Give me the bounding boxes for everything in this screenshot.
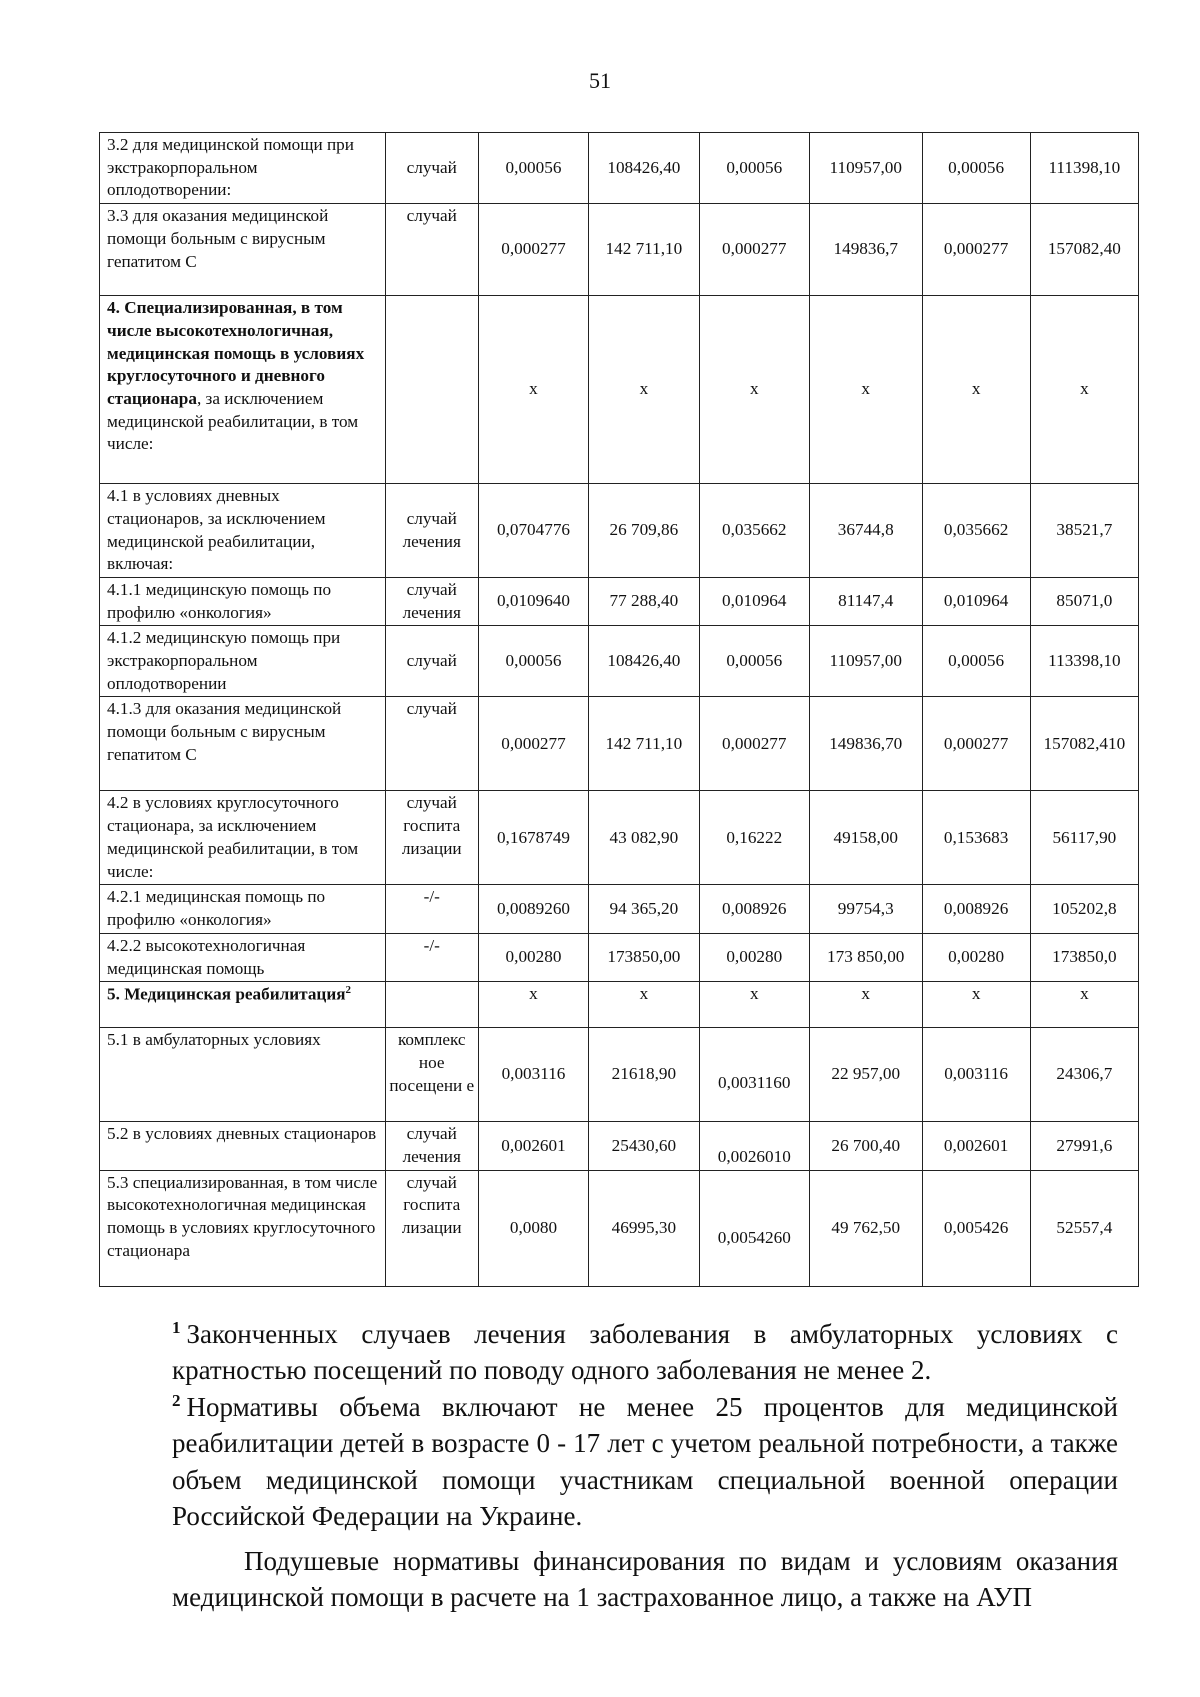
table-row (100, 697, 1139, 791)
cell-value: 157082,40 (1030, 204, 1138, 296)
table-row (100, 296, 1139, 484)
cell-value: 0,000277 (478, 697, 588, 791)
cell-value: 94 365,20 (589, 885, 699, 933)
footnote-mark: 1 (172, 1318, 181, 1337)
row-unit (385, 296, 478, 484)
row-name: 4.2.2 высокотехнологичная медицинская помощь (100, 933, 386, 981)
cell-value: 173850,0 (1030, 933, 1138, 981)
cell-value: 0,0109640 (478, 577, 588, 625)
row-name: 4.1.2 медицинскую помощь при экстракорпоральном оплодотворении (100, 626, 386, 697)
cell-value: 0,008926 (699, 885, 809, 933)
cell-value: 46995,30 (589, 1170, 699, 1286)
row-unit (385, 982, 478, 1028)
row-unit: -/- (385, 885, 478, 933)
row-name: 3.2 для медицинской помощи при экстракорпоральном оплодотворении: (100, 133, 386, 204)
cell-value: х (922, 982, 1030, 1028)
cell-value: 149836,7 (809, 204, 922, 296)
row-name-bold: 5. Медицинская реабилитация (107, 984, 346, 1004)
cell-value: х (478, 296, 588, 484)
row-name-tail: , за исключением медицинской реабилитации, в том числе: (107, 388, 359, 454)
table-row (100, 577, 1139, 625)
cell-value: 0,00056 (699, 133, 809, 204)
cell-value: 22 957,00 (809, 1028, 922, 1122)
table-row (100, 626, 1139, 697)
cell-value: 26 709,86 (589, 484, 699, 578)
cell-value: 99754,3 (809, 885, 922, 933)
cell-value: 142 711,10 (589, 204, 699, 296)
cell-value: 157082,410 (1030, 697, 1138, 791)
cell-value: 0,00280 (922, 933, 1030, 981)
cell-value: 24306,7 (1030, 1028, 1138, 1122)
body-paragraph: Подушевые нормативы финансирования по видам и условиям оказания медицинской помощи в расчете на 1 застрахованное лицо, а также на АУП (172, 1545, 1118, 1613)
cell-value: 0,002601 (922, 1122, 1030, 1170)
table-row (100, 1122, 1139, 1170)
cell-value: 173850,00 (589, 933, 699, 981)
row-name: 4.1.3 для оказания медицинской помощи больным с вирусным гепатитом С (100, 697, 386, 791)
cell-value: х (699, 296, 809, 484)
cell-value: 173 850,00 (809, 933, 922, 981)
cell-value: 0,035662 (699, 484, 809, 578)
cell-value: 49158,00 (809, 791, 922, 885)
cell-value: 43 082,90 (589, 791, 699, 885)
table-row (100, 1170, 1139, 1286)
footnote-ref: 2 (345, 984, 352, 997)
cell-value: х (478, 982, 588, 1028)
cell-value: 105202,8 (1030, 885, 1138, 933)
cell-value: х (1030, 982, 1138, 1028)
cell-value: 108426,40 (589, 626, 699, 697)
cell-value: х (1030, 296, 1138, 484)
row-unit: случай (385, 697, 478, 791)
row-unit: случай (385, 133, 478, 204)
cell-value: х (699, 982, 809, 1028)
row-unit: случай (385, 204, 478, 296)
row-unit: случай лечения (385, 577, 478, 625)
row-unit: случай (385, 626, 478, 697)
table-row (100, 204, 1139, 296)
cell-value: х (589, 982, 699, 1028)
footnote-mark: 2 (172, 1390, 181, 1410)
footnote-1 (172, 1316, 1118, 1389)
footnotes-block (172, 1316, 1118, 1616)
footnote-text: Нормативы объема включают не менее 25 процентов для медицинской реабилитации детей в возрасте 0 - 17 лет с учетом реальной потребности, а также объем медицинской помощи участникам специальной военной операции Российской Федерации на Украине. (172, 1391, 1118, 1532)
cell-value: 0,035662 (922, 484, 1030, 578)
row-name-bold: 4. Специализированная, в том числе высокотехнологичная, медицинская помощь в условиях круглосуточного и дневного стационара (107, 298, 365, 408)
cell-value: 0,153683 (922, 791, 1030, 885)
cell-value: 36744,8 (809, 484, 922, 578)
row-name (100, 296, 386, 484)
table-row (100, 885, 1139, 933)
cell-value: 110957,00 (809, 133, 922, 204)
footnote-text: Законченных случаев лечения заболевания в амбулаторных условиях с кратностью посещений по поводу одного заболевания не менее 2. (172, 1319, 1118, 1386)
cell-value: 142 711,10 (589, 697, 699, 791)
cell-value: 0,0026010 (699, 1122, 809, 1170)
cell-value: х (922, 296, 1030, 484)
cell-value: 0,0704776 (478, 484, 588, 578)
cell-value: 0,000277 (922, 204, 1030, 296)
cell-value: 85071,0 (1030, 577, 1138, 625)
norms-table (99, 132, 1139, 1287)
table-row (100, 133, 1139, 204)
cell-value: 0,00056 (478, 626, 588, 697)
cell-value: 0,0031160 (699, 1028, 809, 1122)
cell-value: 0,00056 (699, 626, 809, 697)
row-unit: случай госпита лизации (385, 791, 478, 885)
cell-value: 52557,4 (1030, 1170, 1138, 1286)
row-name: 4.1.1 медицинскую помощь по профилю «онкология» (100, 577, 386, 625)
cell-value: 0,010964 (699, 577, 809, 625)
cell-value: 0,0089260 (478, 885, 588, 933)
cell-value: 108426,40 (589, 133, 699, 204)
row-unit: случай госпита лизации (385, 1170, 478, 1286)
cell-value: 0,003116 (478, 1028, 588, 1122)
row-name: 5.2 в условиях дневных стационаров (100, 1122, 386, 1170)
cell-value: 149836,70 (809, 697, 922, 791)
cell-value: 0,000277 (478, 204, 588, 296)
cell-value: 0,000277 (922, 697, 1030, 791)
cell-value: 0,00056 (478, 133, 588, 204)
cell-value: 0,000277 (699, 697, 809, 791)
cell-value: 0,008926 (922, 885, 1030, 933)
cell-value: 110957,00 (809, 626, 922, 697)
footnote-2 (172, 1389, 1118, 1535)
cell-value: 0,00056 (922, 133, 1030, 204)
table-row (100, 1028, 1139, 1122)
table-row (100, 791, 1139, 885)
table-row (100, 933, 1139, 981)
row-name: 5.3 специализированная, в том числе высокотехнологичная медицинская помощь в условиях круглосуточного стационара (100, 1170, 386, 1286)
row-unit: случай лечения (385, 1122, 478, 1170)
cell-value: 81147,4 (809, 577, 922, 625)
row-name: 4.2.1 медицинская помощь по профилю «онкология» (100, 885, 386, 933)
cell-value: 0,0080 (478, 1170, 588, 1286)
cell-value: 0,00280 (478, 933, 588, 981)
cell-value: 21618,90 (589, 1028, 699, 1122)
cell-value: 0,005426 (922, 1170, 1030, 1286)
row-unit: случай лечения (385, 484, 478, 578)
cell-value: 38521,7 (1030, 484, 1138, 578)
cell-value: х (809, 296, 922, 484)
cell-value: 111398,10 (1030, 133, 1138, 204)
cell-value: 26 700,40 (809, 1122, 922, 1170)
row-unit: -/- (385, 933, 478, 981)
table-row (100, 982, 1139, 1028)
cell-value: 0,003116 (922, 1028, 1030, 1122)
page-number: 51 (589, 68, 611, 93)
row-name: 5.1 в амбулаторных условиях (100, 1028, 386, 1122)
row-name (100, 982, 386, 1028)
cell-value: х (589, 296, 699, 484)
cell-value: 0,1678749 (478, 791, 588, 885)
cell-value: 0,002601 (478, 1122, 588, 1170)
cell-value: 77 288,40 (589, 577, 699, 625)
cell-value: 0,00280 (699, 933, 809, 981)
row-name: 3.3 для оказания медицинской помощи больным с вирусным гепатитом С (100, 204, 386, 296)
cell-value: х (809, 982, 922, 1028)
row-name: 4.2 в условиях круглосуточного стационара, за исключением медицинской реабилитации, в том числе: (100, 791, 386, 885)
cell-value: 0,00056 (922, 626, 1030, 697)
cell-value: 0,0054260 (699, 1170, 809, 1286)
cell-value: 0,16222 (699, 791, 809, 885)
cell-value: 27991,6 (1030, 1122, 1138, 1170)
cell-value: 113398,10 (1030, 626, 1138, 697)
row-unit: комплекс ное посещени е (385, 1028, 478, 1122)
cell-value: 49 762,50 (809, 1170, 922, 1286)
cell-value: 56117,90 (1030, 791, 1138, 885)
table-row (100, 484, 1139, 578)
cell-value: 0,000277 (699, 204, 809, 296)
cell-value: 25430,60 (589, 1122, 699, 1170)
cell-value: 0,010964 (922, 577, 1030, 625)
row-name: 4.1 в условиях дневных стационаров, за исключением медицинской реабилитации, включая: (100, 484, 386, 578)
